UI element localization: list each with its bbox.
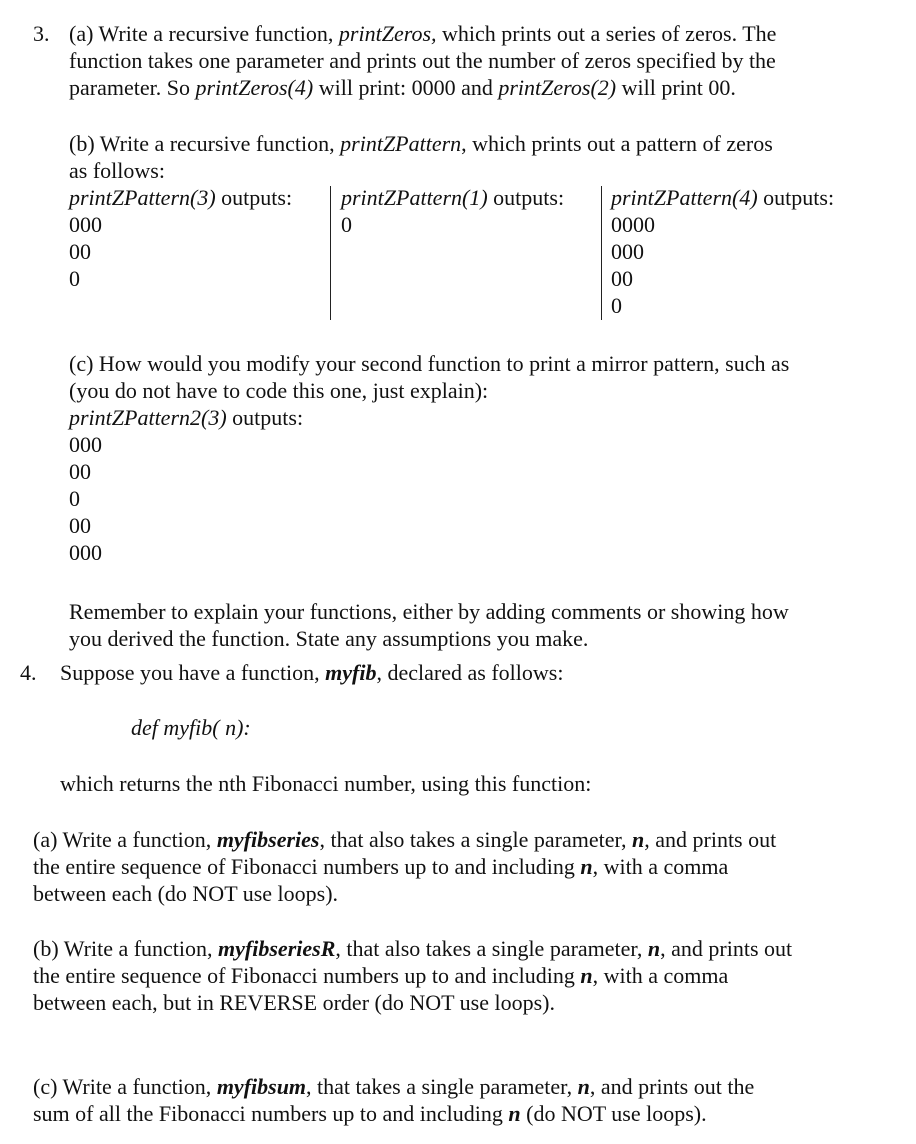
- q3b-text: , which prints out a pattern of zeros: [461, 131, 773, 156]
- q4-text: , declared as follows:: [376, 660, 564, 685]
- q4-number: 4.: [20, 660, 37, 685]
- q4b-line-1: [33, 935, 792, 962]
- q3a-text: parameter. So: [69, 75, 196, 100]
- q3a-text: will print: 0000 and: [313, 75, 499, 100]
- example-call: printZPattern(1): [341, 185, 488, 210]
- output-line: 00: [69, 513, 91, 538]
- example-header: [69, 404, 303, 431]
- q4a-fn: myfibseries: [216, 827, 320, 852]
- q4c-text: (c) Write a function,: [33, 1074, 217, 1099]
- example-label: outputs:: [215, 185, 293, 210]
- example-header: [611, 184, 834, 211]
- q4b-text: , that also takes a single parameter,: [335, 936, 648, 961]
- q4a-param: n: [580, 854, 593, 879]
- q4b-param: n: [647, 936, 661, 961]
- q4c-fn: myfibsum: [216, 1074, 307, 1099]
- q4b-param: n: [580, 963, 593, 988]
- q4c-text: , and prints out the: [589, 1074, 755, 1099]
- q4c-text: sum of all the Fibonacci numbers up to and including: [33, 1101, 509, 1126]
- output-line: 000: [69, 432, 102, 457]
- example-header: [341, 184, 564, 211]
- q3a-line-3: [69, 74, 736, 101]
- column-divider: [330, 186, 331, 320]
- q4b-fn: myfibseriesR: [218, 936, 336, 961]
- example-column-1: [69, 184, 292, 292]
- example-label: outputs:: [226, 405, 304, 430]
- output-line: 0: [341, 212, 352, 237]
- output-line: 000: [69, 212, 102, 237]
- remember-line-2: you derived the function. State any assumptions you make.: [69, 626, 589, 651]
- q4c-param: n: [508, 1101, 521, 1126]
- q3b-line-2: as follows:: [69, 158, 165, 183]
- q4-fn: myfib: [325, 660, 377, 685]
- example-call: printZPattern(3): [69, 185, 216, 210]
- example-header: [69, 184, 292, 211]
- output-line: 0000: [611, 212, 655, 237]
- q4b-text: the entire sequence of Fibonacci numbers up to and including: [33, 963, 581, 988]
- q4c-line-2: [33, 1100, 707, 1127]
- q4-returns: which returns the nth Fibonacci number, using this function:: [60, 771, 592, 796]
- q4a-line-1: [33, 826, 776, 853]
- q3a-example-1: printZeros(4): [195, 75, 314, 100]
- example-call: printZPattern2(3): [69, 405, 227, 430]
- output-line: 000: [69, 540, 102, 565]
- output-line: 000: [611, 239, 644, 264]
- q4-code: def myfib( n):: [131, 715, 251, 740]
- q3a-line-1: [69, 20, 776, 47]
- q4a-text: , that also takes a single parameter,: [319, 827, 632, 852]
- q4-intro: [60, 659, 563, 686]
- output-line: 00: [69, 239, 91, 264]
- q4a-text: , with a comma: [592, 854, 729, 879]
- q4a-text: , and prints out: [644, 827, 777, 852]
- q3a-fn: printZeros,: [338, 21, 437, 46]
- q3c-line-1: (c) How would you modify your second function to print a mirror pattern, such as: [69, 351, 790, 376]
- q3a-line-2: function takes one parameter and prints out the number of zeros specified by the: [69, 48, 776, 73]
- q4b-text: (b) Write a function,: [33, 936, 219, 961]
- q4c-param: n: [577, 1074, 590, 1099]
- output-line: 0: [69, 266, 80, 291]
- q4a-line-3: between each (do NOT use loops).: [33, 881, 339, 906]
- example-label: outputs:: [487, 185, 565, 210]
- q3b-line-1: [69, 130, 773, 157]
- q3c-line-2: (you do not have to code this one, just explain):: [69, 378, 489, 403]
- q3a-text: which prints out a series of zeros. The: [436, 21, 777, 46]
- q4a-text: the entire sequence of Fibonacci numbers up to and including: [33, 854, 581, 879]
- q3-number: 3.: [33, 21, 50, 46]
- output-line: 0: [611, 293, 622, 318]
- remember-line-1: Remember to explain your functions, either by adding comments or showing how: [69, 599, 789, 624]
- q3b-text: (b) Write a recursive function,: [69, 131, 341, 156]
- output-line: 0: [69, 486, 80, 511]
- q4b-line-3: between each, but in REVERSE order (do NOT use loops).: [33, 990, 555, 1015]
- q3b-fn: printZPattern: [340, 131, 462, 156]
- example-column-2: [341, 184, 564, 238]
- q4a-line-2: [33, 853, 728, 880]
- q4c-line-1: [33, 1073, 754, 1100]
- example-column-3: [611, 184, 834, 319]
- q4c-text: , that takes a single parameter,: [306, 1074, 578, 1099]
- example-call: printZPattern(4): [611, 185, 758, 210]
- output-line: 00: [611, 266, 633, 291]
- q4b-text: , and prints out: [660, 936, 793, 961]
- output-line: 00: [69, 459, 91, 484]
- q4c-text: (do NOT use loops).: [520, 1101, 707, 1126]
- q4b-line-2: [33, 962, 728, 989]
- q3a-text: will print 00.: [616, 75, 736, 100]
- column-divider: [601, 186, 602, 320]
- q3c-output: [69, 404, 303, 566]
- q4-text: Suppose you have a function,: [60, 660, 326, 685]
- q3a-example-2: printZeros(2): [498, 75, 617, 100]
- q4b-text: , with a comma: [592, 963, 729, 988]
- example-label: outputs:: [757, 185, 835, 210]
- q4a-param: n: [631, 827, 645, 852]
- q4a-text: (a) Write a function,: [33, 827, 217, 852]
- q3a-text: (a) Write a recursive function,: [69, 21, 339, 46]
